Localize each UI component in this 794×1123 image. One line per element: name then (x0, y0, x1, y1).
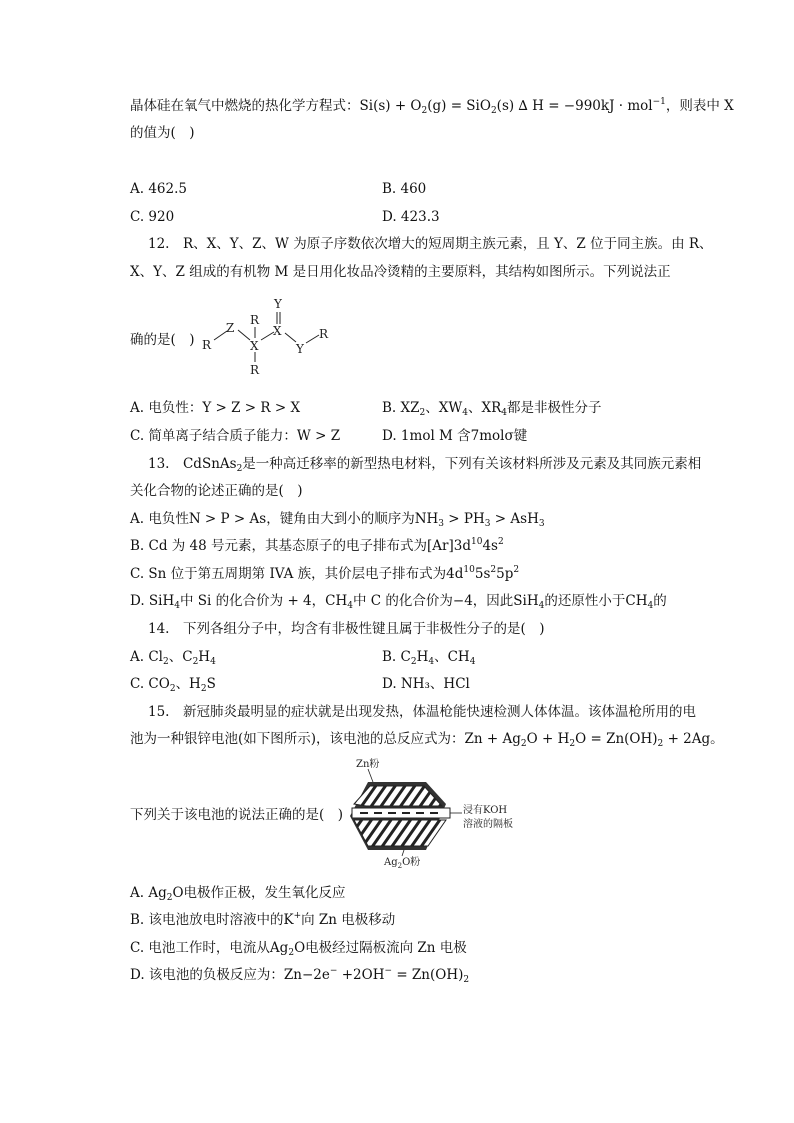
q11-option-b: B. 460 (382, 181, 427, 197)
q14-option-d: D. NH₃、HCl (382, 676, 470, 692)
q14-option-a: A. $Cl_2$、$C_2H_4$ (130, 649, 216, 667)
battery-label-zn: Zn粉 (356, 759, 380, 770)
q11-option-c: C. 920 (130, 209, 175, 225)
q13-option-b: B. Cd 为 48 号元素，其基态原子的电子排布式为$[Ar]3d^{10}4s^2$ (130, 537, 504, 554)
q13-option-a: A. 电负性N > P > As，键角由大到小的顺序为$NH_3 > PH_3 > AsH_3$ (130, 511, 545, 529)
q15-option-c: C. 电池工作时，电流从$Ag_2O$电极经过隔板流向 Zn 电极 (130, 940, 467, 958)
q13-stem-line1: 13. CdSnAs$_2$是一种高迁移率的新型热电材料，下列有关该材料所涉及元素及其同族元素相 (148, 456, 702, 474)
q12-option-c: C. 简单离子结合质子能力：W > Z (130, 428, 341, 444)
struct-atom-r2: R (250, 313, 260, 327)
q15-stem-line2: 池为一种银锌电池(如下图所示)，该电池的总反应式为：$Zn + Ag_2O + H_2O = Zn(OH)_2 + 2Ag$。 (130, 731, 724, 749)
q13-option-c: C. Sn 位于第五周期第 IVA 族，其价层电子排布式为$4d^{10}5s^25p^2$ (130, 565, 520, 582)
q11-option-d: D. 423.3 (382, 209, 440, 225)
q12-stem-line3: 确的是( ) (130, 332, 195, 348)
struct-atom-r1: R (202, 338, 212, 352)
q12-stem-line2: X、Y、Z 组成的有机物 M 是日用化妆品冷烫精的主要原料，其结构如图所示。下列说法正 (130, 264, 671, 280)
q12-structure-diagram (198, 294, 338, 380)
q14-stem: 14. 下列各组分子中，均含有非极性键且属于非极性分子的是( ) (148, 621, 545, 637)
q12-stem-line1: 12. R、X、Y、Z、W 为原子序数依次增大的短周期主族元素，且 Y、Z 位于同主族。由 R、 (148, 236, 713, 252)
q12-option-b: B. $XZ_2$、$XW_4$、$XR_4$都是非极性分子 (382, 400, 602, 418)
battery-label-separator-1: 浸有KOH (463, 805, 508, 816)
struct-atom-y1: Y (274, 297, 282, 311)
q14-option-c: C. $CO_2$、$H_2S$ (130, 676, 216, 694)
q15-battery-diagram (346, 756, 536, 868)
q15-option-b: B. 该电池放电时溶液中的K+向 Zn 电极移动 (130, 911, 396, 928)
struct-atom-x1: X (250, 339, 259, 353)
q13-option-d: D. SiH$_4$中 Si 的化合价为 + 4，$CH_4$中 C 的化合价为−4，因此SiH$_4$的还原性小于$CH_4$的 (130, 593, 667, 611)
struct-atom-r3: R (250, 363, 260, 377)
struct-atom-y2: Y (296, 342, 304, 356)
q11-option-a: A. 462.5 (130, 181, 187, 197)
struct-atom-r4: R (319, 327, 329, 341)
q15-stem-line1: 15. 新冠肺炎最明显的症状就是出现发热，体温枪能快速检测人体体温。该体温枪所用的电 (148, 704, 696, 720)
q11-stem-line2: 的值为( ) (130, 125, 195, 141)
q11-stem-line1: 晶体硅在氧气中燃烧的热化学方程式：$Si(s) + O_2(g) = SiO_2(s)$ ∆ H = −990kJ · mol$^{-1}$，则表中 X (130, 97, 734, 116)
q12-option-a: A. 电负性：Y > Z > R > X (130, 400, 301, 416)
battery-label-separator-2: 溶液的隔板 (463, 819, 513, 830)
q13-stem-line2: 关化合物的论述正确的是( ) (130, 483, 303, 499)
q14-option-b: B. $C_2H_4$、$CH_4$ (382, 649, 476, 667)
struct-atom-z: Z (226, 321, 235, 335)
battery-label-ag2o: $Ag_2O$粉 (384, 857, 421, 868)
q15-option-d: D. 该电池的负极反应为：$Zn-2e^- +2OH^- = Zn(OH)_2$ (130, 966, 470, 985)
q15-stem-line3: 下列关于该电池的说法正确的是( ) (130, 807, 344, 823)
struct-atom-x2: X (273, 324, 282, 338)
q12-option-d: D. 1mol M 含7molσ键 (382, 428, 528, 444)
q15-option-a: A. $Ag_2O$电极作正极，发生氧化反应 (130, 885, 346, 903)
